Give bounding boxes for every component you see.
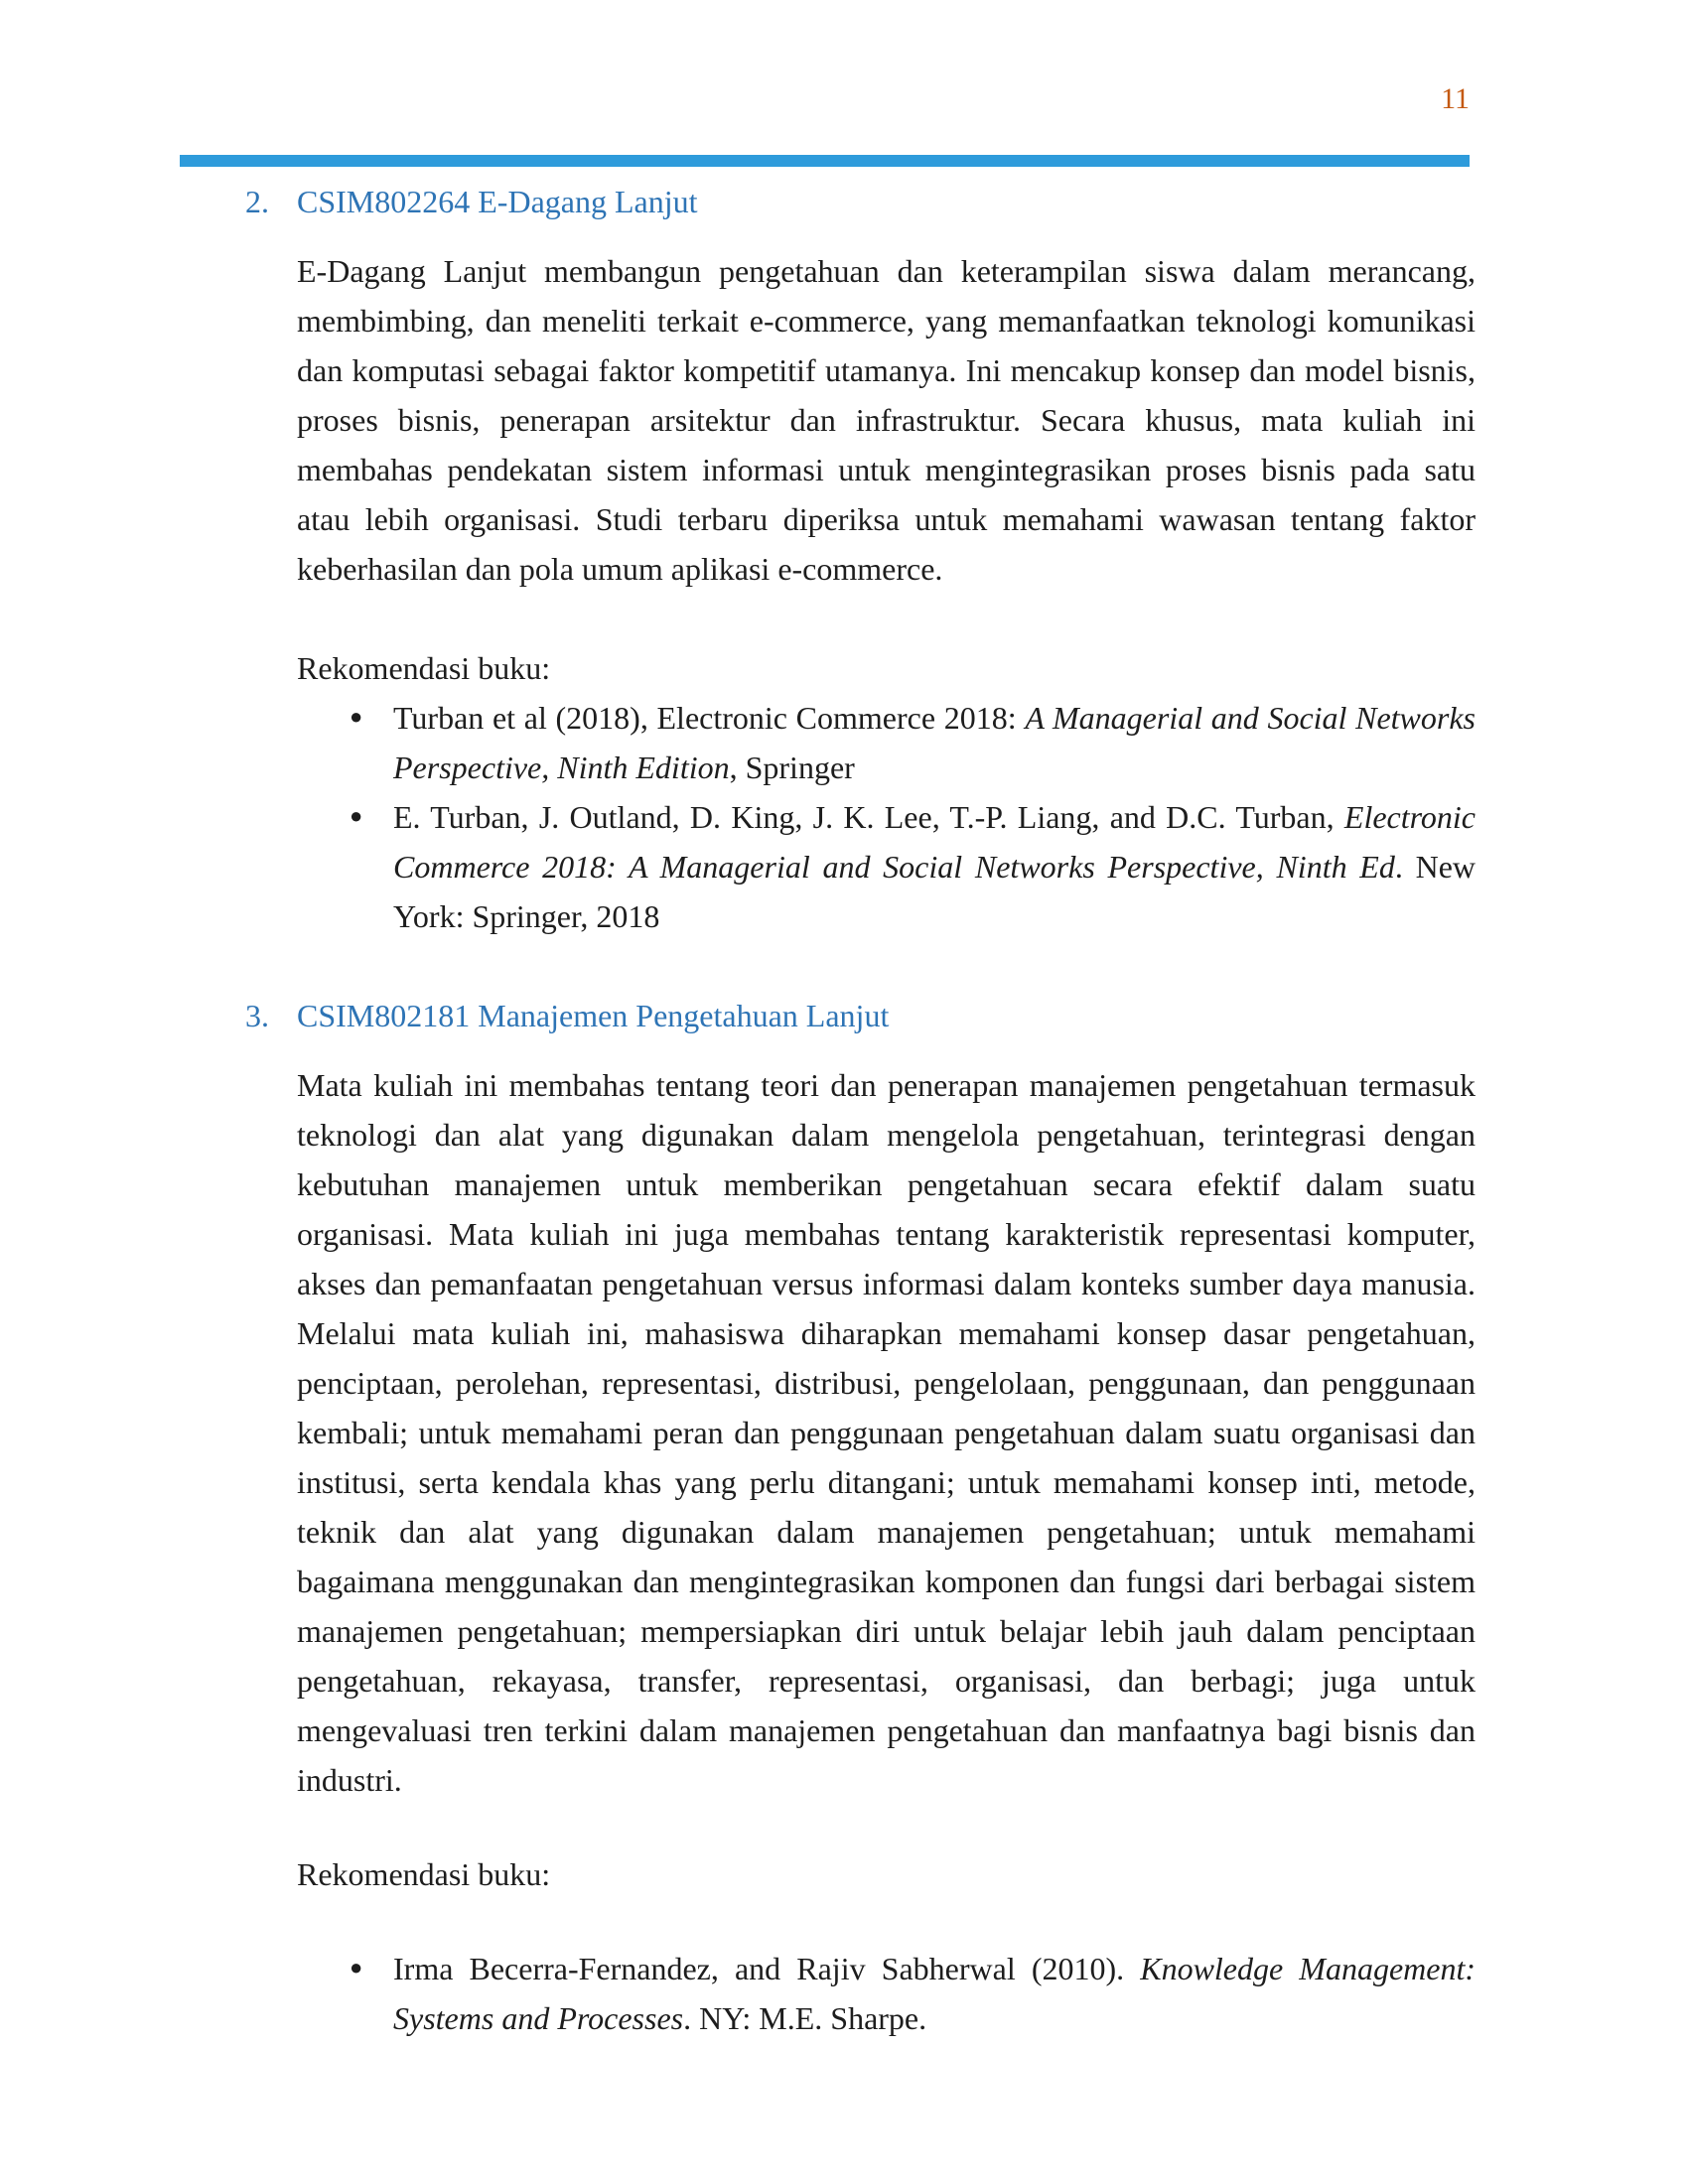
page-content — [245, 177, 1476, 2043]
course-section-3 — [245, 991, 1476, 2043]
section-body — [297, 246, 1476, 941]
heading-number: 2. — [245, 184, 269, 219]
book-reference: Irma Becerra-Fernandez, and Rajiv Sabherwal (2010). Knowledge Management: Systems and Processes. NY: M.E. Sharpe. — [393, 1951, 1477, 2036]
book-item — [297, 693, 1476, 792]
section-heading — [245, 177, 1476, 226]
bullet-icon: ● — [350, 803, 363, 828]
course-section-2 — [245, 177, 1476, 941]
heading-number: 3. — [245, 998, 269, 1033]
section-body — [297, 1060, 1476, 2043]
accent-bar — [180, 155, 1470, 167]
book-list — [297, 1944, 1476, 2043]
heading-title: CSIM802181 Manajemen Pengetahuan Lanjut — [297, 998, 890, 1033]
recommendation-label: Rekomendasi buku: — [297, 650, 551, 686]
section-heading — [245, 991, 1476, 1040]
page-number: 11 — [1441, 82, 1470, 115]
book-reference: Turban et al (2018), Electronic Commerce 2018: A Managerial and Social Networks Perspective, Ninth Edition, Springer — [393, 700, 1477, 785]
course-description: E-Dagang Lanjut membangun pengetahuan dan keterampilan siswa dalam merancang, membimbing, dan meneliti terkait e-commerce, yang memanfaatkan teknologi komunikasi dan komputasi sebagai faktor kompetitif utamanya. Ini mencakup konsep dan model bisnis, proses bisnis, penerapan arsitektur dan infrastruktur. Secara khusus, mata kuliah ini membahas pendekatan sistem informasi untuk mengintegrasikan proses bisnis pada satu atau lebih organisasi. Studi terbaru diperiksa untuk memahami wawasan tentang faktor keberhasilan dan pola umum aplikasi e-commerce. — [297, 253, 1476, 587]
recommendation-label: Rekomendasi buku: — [297, 1856, 551, 1892]
course-description: Mata kuliah ini membahas tentang teori dan penerapan manajemen pengetahuan termasuk teknologi dan alat yang digunakan dalam mengelola pengetahuan, terintegrasi dengan kebutuhan manajemen untuk memberikan pengetahuan secara efektif dalam suatu organisasi. Mata kuliah ini juga membahas tentang karakteristik representasi komputer, akses dan pemanfaatan pengetahuan versus informasi dalam konteks sumber daya manusia. Melalui mata kuliah ini, mahasiswa diharapkan memahami konsep dasar pengetahuan, penciptaan, perolehan, representasi, distribusi, pengelolaan, penggunaan, dan penggunaan kembali; untuk memahami peran dan penggunaan pengetahuan dalam suatu organisasi dan institusi, serta kendala khas yang perlu ditangani; untuk memahami konsep inti, metode, teknik dan alat yang digunakan dalam manajemen pengetahuan; untuk memahami bagaimana menggunakan dan mengintegrasikan komponen dan fungsi dari berbagai sistem manajemen pengetahuan; mempersiapkan diri untuk belajar lebih jauh dalam penciptaan pengetahuan, rekayasa, transfer, representasi, organisasi, dan berbagi; juga untuk mengevaluasi tren terkini dalam manajemen pengetahuan dan manfaatnya bagi bisnis dan industri. — [297, 1067, 1476, 1798]
bullet-icon: ● — [350, 704, 363, 729]
heading-title: CSIM802264 E-Dagang Lanjut — [297, 184, 698, 219]
book-list — [297, 693, 1476, 941]
book-reference: E. Turban, J. Outland, D. King, J. K. Lee, T.-P. Liang, and D.C. Turban, Electronic Commerce 2018: A Managerial and Social Networks Perspective, Ninth Ed. New York: Springer, 2018 — [393, 799, 1477, 934]
book-item — [297, 792, 1476, 941]
book-item — [297, 1944, 1476, 2043]
bullet-icon: ● — [350, 1955, 363, 1979]
